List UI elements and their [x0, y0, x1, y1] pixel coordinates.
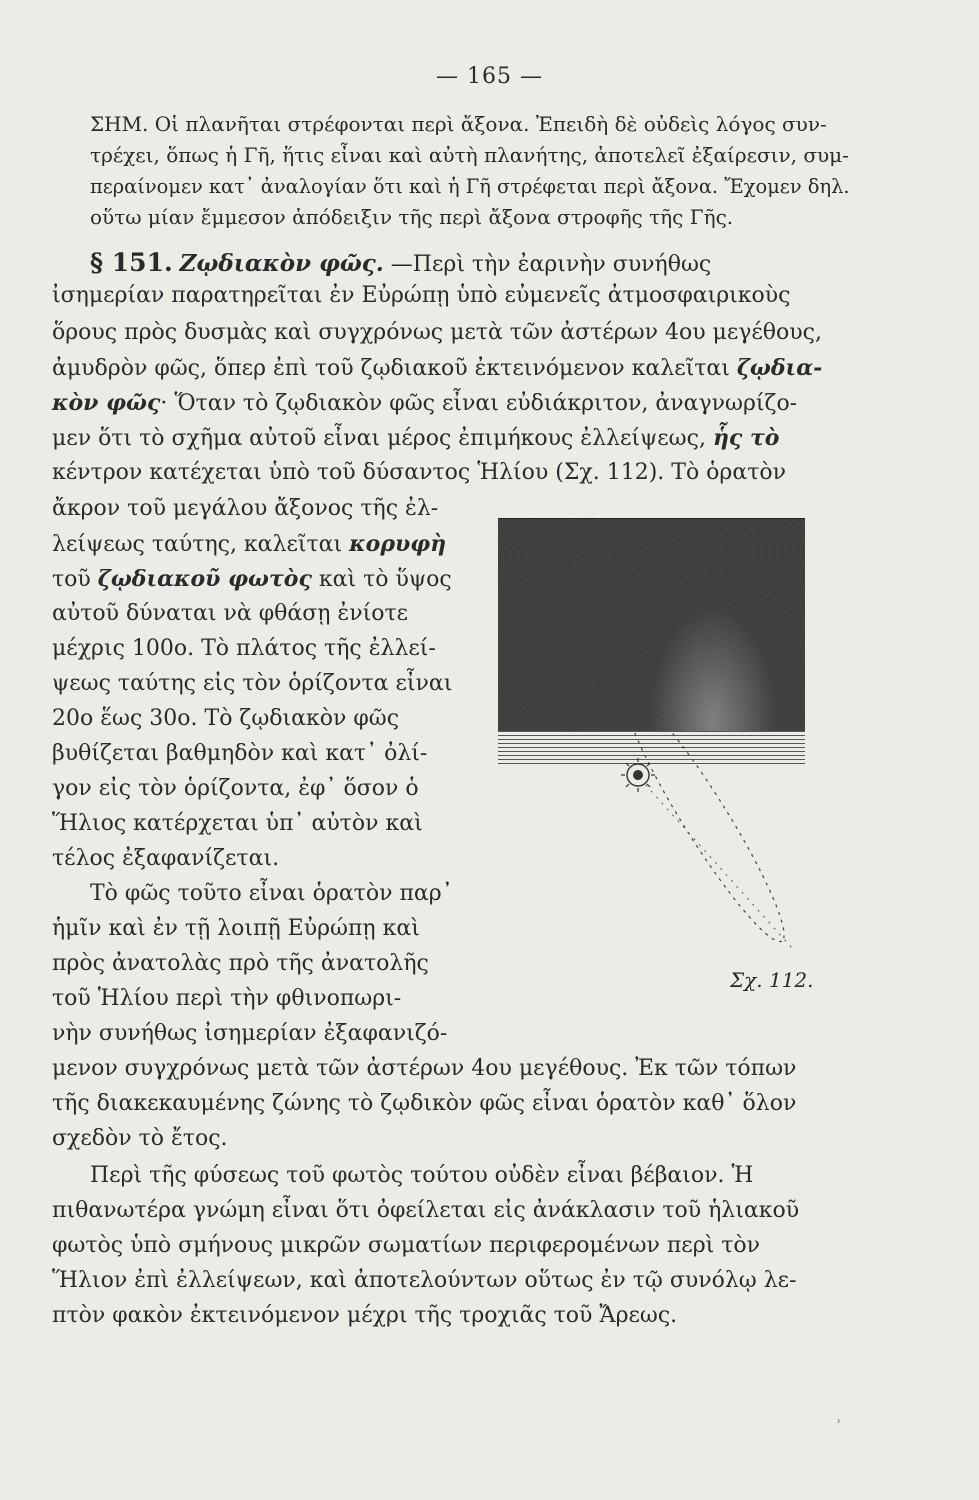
text-line: φωτὸς ὑπὸ σμήνους μικρῶν σωματίων περιφερομένων περὶ τὸν	[52, 1233, 761, 1258]
section-lead: —Περὶ τὴν ἐαρινὴν συνήθως	[390, 252, 712, 277]
text-line: Τὸ φῶς τοῦτο εἶναι ὁρατὸν παρ᾽	[90, 881, 453, 906]
text-line: κέντρον κατέχεται ὑπὸ τοῦ δύσαντος Ἡλίου (Σχ. 112). Τὸ ὁρατὸν	[52, 460, 787, 485]
text-line: Περὶ τῆς φύσεως τοῦ φωτὸς τούτου οὐδὲν εἶναι βέβαιον. Ἡ	[90, 1163, 754, 1188]
text-line	[52, 566, 452, 592]
text-line: αὐτοῦ δύναται νὰ φθάσῃ ἐνίοτε	[52, 601, 409, 626]
stray-mark: ʾ	[837, 1418, 842, 1434]
text-line: βυθίζεται βαθμηδὸν καὶ κατ᾽ ὀλί-	[52, 741, 428, 766]
section-number: § 151.	[90, 248, 173, 277]
note-line: τρέχει, ὅπως ἡ Γῆ, ἥτις εἶναι καὶ αὐτὴ πλανήτης, ἀποτελεῖ ἐξαίρεσιν, συμ-	[90, 143, 849, 167]
text-line: πιθανωτέρα γνώμη εἶναι ὅτι ὀφείλεται εἰς ἀνάκλασιν τοῦ ἡλιακοῦ	[52, 1198, 800, 1223]
text-line: γον εἰς τὸν ὁρίζοντα, ἐφ᾽ ὅσον ὁ	[52, 776, 419, 801]
text-line: 20ο ἕως 30ο. Τὸ ζῳδιακὸν φῶς	[52, 706, 400, 731]
text-line: τέλος ἐξαφανίζεται.	[52, 846, 280, 871]
note-line: οὕτω μίαν ἔμμεσον ἀπόδειξιν τῆς περὶ ἄξονα στροφῆς τῆς Γῆς.	[90, 205, 734, 229]
text-line: Ἥλιος κατέρχεται ὑπ᾽ αὐτὸν καὶ	[52, 811, 423, 836]
ellipse-diagram	[495, 518, 810, 948]
text-line	[52, 531, 446, 557]
section-heading	[90, 248, 711, 277]
emphasis-term: ζῳδια-	[736, 355, 823, 381]
text-line: Ἥλιον ἐπὶ ἐλλείψεων, καὶ ἀποτελούντων οὕτως ἐν τῷ συνόλῳ λε-	[52, 1268, 797, 1293]
emphasis-term: ἧς τὸ	[712, 425, 780, 451]
figure-caption: Σχ. 112.	[730, 968, 814, 992]
zodiacal-light-figure	[495, 518, 810, 948]
sun-icon	[621, 758, 655, 792]
page-number: — 165 —	[436, 64, 543, 89]
text-line: πτὸν φακὸν ἐκτεινόμενον μέχρι τῆς τροχιᾶς τοῦ Ἄρεως.	[52, 1303, 678, 1328]
text-line: σχεδὸν τὸ ἔτος.	[52, 1126, 228, 1151]
text-line: νὴν συνήθως ἰσημερίαν ἐξαφανιζό-	[52, 1021, 448, 1046]
text-line: ἡμῖν καὶ ἐν τῇ λοιπῇ Εὐρώπῃ καὶ	[52, 916, 420, 941]
text-line: πρὸς ἀνατολὰς πρὸ τῆς ἀνατολῆς	[52, 951, 429, 976]
text-span: λείψεως ταύτης, καλεῖται	[52, 532, 350, 557]
text-line	[52, 425, 779, 451]
text-span: μεν ὅτι τὸ σχῆμα αὐτοῦ εἶναι μέρος ἐπιμήκους ἐλλείψεως,	[52, 426, 713, 451]
text-line: μέχρις 100ο. Τὸ πλάτος τῆς ἐλλεί-	[52, 636, 436, 661]
section-title: Ζῳδιακὸν φῶς.	[179, 250, 384, 277]
text-span: · Ὅταν τὸ ζῳδιακὸν φῶς εἶναι εὐδιάκριτον, ἀναγνωρίζο-	[160, 391, 798, 416]
note-line: περαίνομεν κατ᾽ ἀναλογίαν ὅτι καὶ ἡ Γῆ στρέφεται περὶ ἄξονα. Ἔχομεν δηλ.	[90, 174, 850, 198]
text-span: τοῦ	[52, 567, 98, 592]
text-line: ἰσημερίαν παρατηρεῖται ἐν Εὐρώπῃ ὑπὸ εὐμενεῖς ἀτμοσφαιρικοὺς	[52, 283, 791, 308]
text-line	[52, 355, 822, 381]
note-line: ΣΗΜ. Οἱ πλανῆται στρέφονται περὶ ἄξονα. Ἐπειδὴ δὲ οὐδεὶς λόγος συν-	[90, 112, 827, 136]
text-span: ἀμυδρὸν φῶς, ὅπερ ἐπὶ τοῦ ζῳδιακοῦ ἐκτεινόμενον καλεῖται	[52, 356, 737, 381]
text-span: καὶ τὸ ὕψος	[311, 567, 452, 592]
text-line	[52, 390, 797, 416]
text-line: τῆς διακεκαυμένης ζώνης τὸ ζῳδικὸν φῶς εἶναι ὁρατὸν καθ᾽ ὅλον	[52, 1091, 797, 1116]
text-line: ὅρους πρὸς δυσμὰς καὶ συγχρόνως μετὰ τῶν ἀστέρων 4ου μεγέθους,	[52, 320, 822, 345]
emphasis-term: ζῳδιακοῦ φωτὸς	[97, 566, 312, 592]
text-line: τοῦ Ἡλίου περὶ τὴν φθινοπωρι-	[52, 986, 402, 1011]
text-line: ψεως ταύτης εἰς τὸν ὁρίζοντα εἶναι	[52, 671, 453, 696]
text-line: ἄκρον τοῦ μεγάλου ἄξονος τῆς ἐλ-	[52, 496, 439, 521]
emphasis-term: κὸν φῶς	[52, 390, 161, 416]
text-line: μενον συγχρόνως μετὰ τῶν ἀστέρων 4ου μεγέθους. Ἐκ τῶν τόπων	[52, 1056, 797, 1081]
emphasis-term: κορυφὴ	[349, 531, 447, 557]
